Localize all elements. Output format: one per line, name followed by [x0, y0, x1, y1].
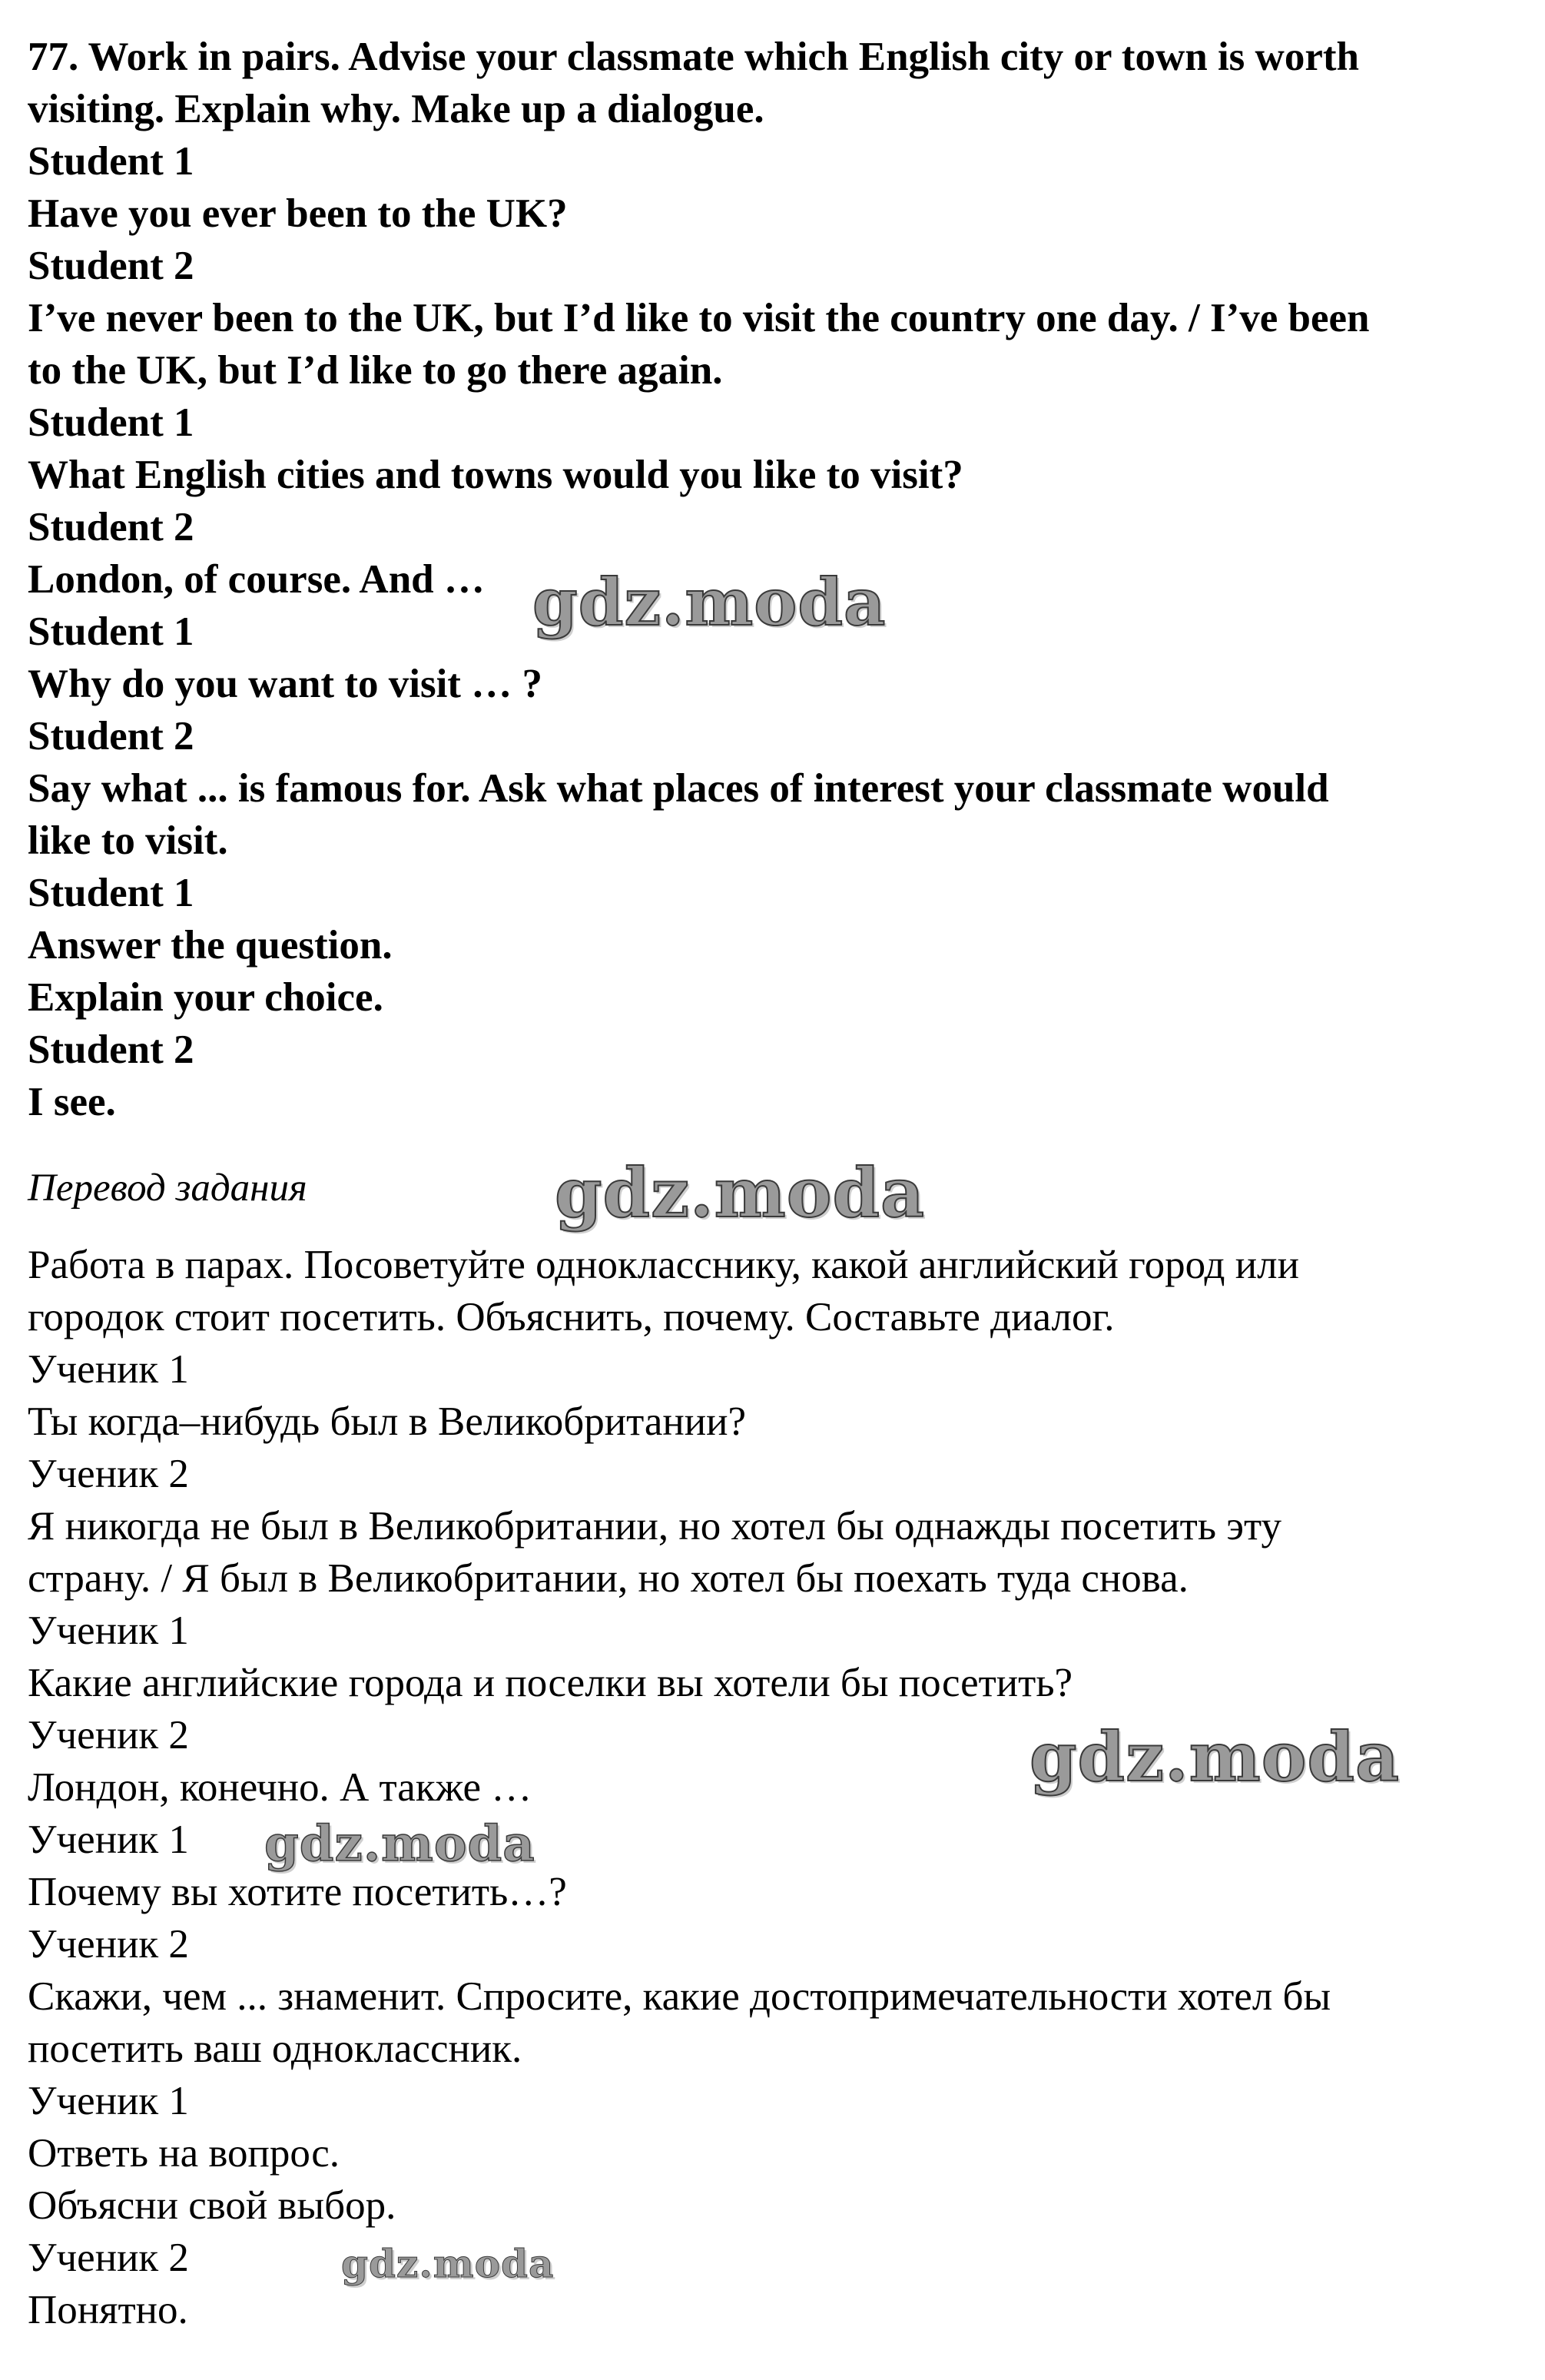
dialogue-speaker: Student 1: [28, 871, 194, 915]
dialogue-speaker: Student 1: [28, 609, 194, 654]
dialogue-line: страну. / Я был в Великобритании, но хотел бы поехать туда снова.: [28, 1556, 1189, 1601]
task-heading-line: 77. Work in pairs. Advise your classmate which English city or town is worth: [28, 35, 1359, 79]
watermark: gdz.moda: [341, 2241, 555, 2286]
dialogue-speaker: Ученик 1: [28, 1817, 189, 1862]
watermark: gdz.moda: [1029, 1717, 1401, 1797]
dialogue-speaker: Student 2: [28, 244, 194, 288]
dialogue-line: What English cities and towns would you like to visit?: [28, 453, 963, 497]
watermark: gdz.moda: [532, 564, 887, 640]
dialogue-line: Объясни свой выбор.: [28, 2183, 396, 2228]
dialogue-speaker: Ученик 1: [28, 1608, 189, 1653]
dialogue-line: Ответь на вопрос.: [28, 2131, 340, 2176]
dialogue-line: Have you ever been to the UK?: [28, 191, 568, 236]
dialogue-line: Какие английские города и поселки вы хотели бы посетить?: [28, 1661, 1073, 1705]
dialogue-line: Скажи, чем ... знаменит. Спросите, какие достопримечательности хотел бы: [28, 1974, 1331, 2019]
dialogue-speaker: Student 1: [28, 400, 194, 445]
dialogue-line: Ты когда–нибудь был в Великобритании?: [28, 1399, 747, 1444]
task-heading-line: visiting. Explain why. Make up a dialogue.: [28, 87, 764, 131]
dialogue-line: Answer the question.: [28, 923, 393, 968]
dialogue-line: Лондон, конечно. А также …: [28, 1765, 532, 1810]
dialogue-line: посетить ваш одноклассник.: [28, 2026, 522, 2071]
dialogue-line: Say what ... is famous for. Ask what places of interest your classmate would: [28, 766, 1329, 811]
dialogue-speaker: Student 2: [28, 714, 194, 758]
dialogue-line: I see.: [28, 1080, 116, 1124]
dialogue-line: to the UK, but I’d like to go there again.: [28, 348, 723, 393]
dialogue-speaker: Ученик 2: [28, 2236, 189, 2280]
dialogue-line: Я никогда не был в Великобритании, но хотел бы однажды посетить эту: [28, 1504, 1281, 1548]
dialogue-line: Почему вы хотите посетить…?: [28, 1870, 567, 1914]
dialogue-speaker: Ученик 2: [28, 1922, 189, 1967]
dialogue-speaker: Ученик 2: [28, 1713, 189, 1758]
dialogue-line: Why do you want to visit … ?: [28, 662, 542, 706]
dialogue-speaker: Ученик 2: [28, 1452, 189, 1496]
translation-heading-line: городок стоит посетить. Объяснить, почему. Составьте диалог.: [28, 1295, 1115, 1339]
watermark: gdz.moda: [264, 1815, 535, 1873]
dialogue-speaker: Student 1: [28, 139, 194, 184]
dialogue-line: London, of course. And …: [28, 557, 485, 602]
dialogue-line: like to visit.: [28, 818, 228, 863]
dialogue-line: Понятно.: [28, 2288, 188, 2332]
dialogue-line: Explain your choice.: [28, 975, 383, 1020]
translation-caption: Перевод задания: [28, 1167, 307, 1210]
dialogue-line: I’ve never been to the UK, but I’d like to visit the country one day. / I’ve been: [28, 296, 1370, 340]
dialogue-speaker: Ученик 1: [28, 2079, 189, 2123]
dialogue-speaker: Ученик 1: [28, 1347, 189, 1392]
translation-heading-line: Работа в парах. Посоветуйте однокласснику, какой английский город или: [28, 1243, 1299, 1287]
watermark: gdz.moda: [555, 1153, 926, 1233]
dialogue-speaker: Student 2: [28, 505, 194, 549]
dialogue-speaker: Student 2: [28, 1027, 194, 1072]
